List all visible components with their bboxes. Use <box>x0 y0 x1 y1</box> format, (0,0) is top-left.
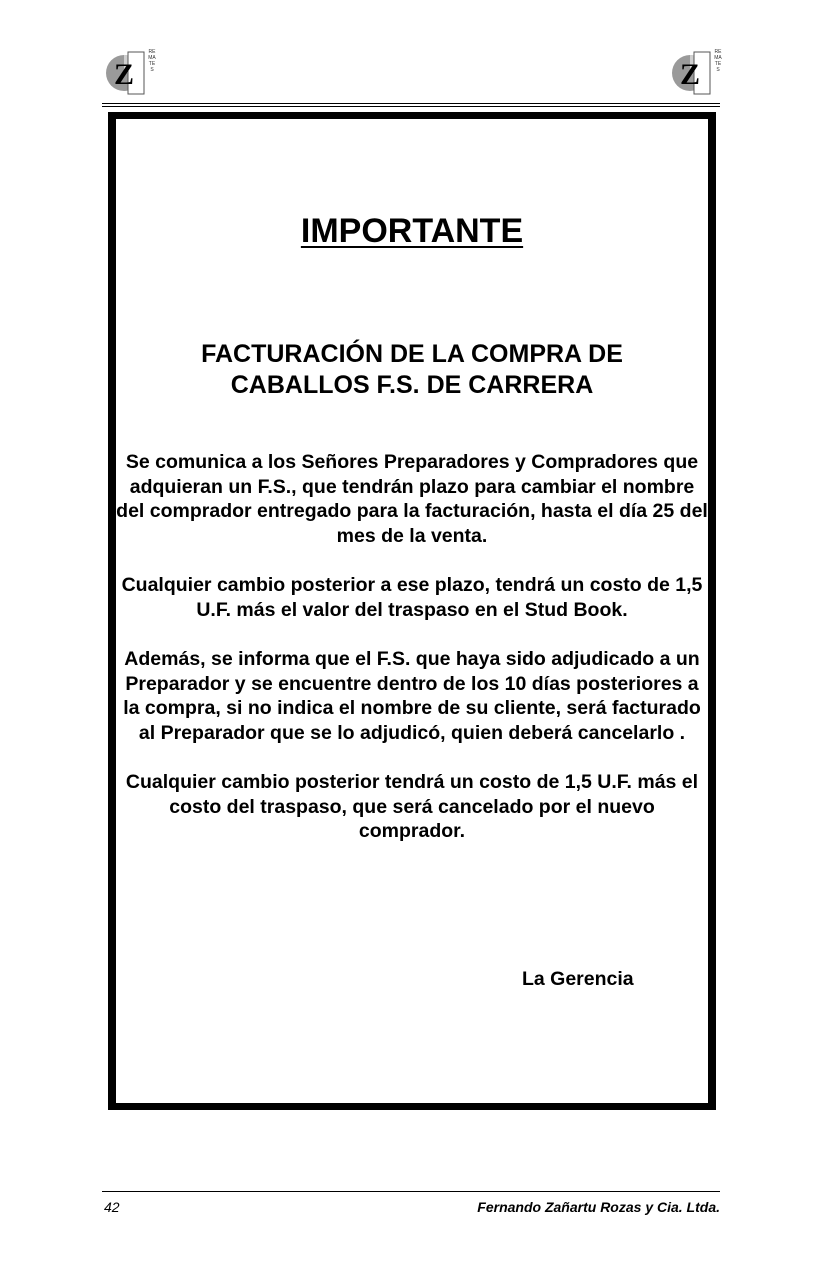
footer-rule <box>102 1191 720 1192</box>
logo-subtext: REMATES <box>148 49 156 73</box>
notice-title: IMPORTANTE <box>300 212 524 250</box>
company-logo-right <box>670 48 722 98</box>
notice-paragraph: Se comunica a los Señores Preparadores y Compradores que adquieran un F.S., que tendrán plazo para cambiar el nombre del comprador entregado para la facturación, hasta el día 25 del mes de la venta. <box>116 451 708 547</box>
subtitle-line: CABALLOS F.S. DE CARRERA <box>230 371 594 399</box>
logo-letter: Z <box>113 58 135 91</box>
footer-company-name: Fernando Zañartu Rozas y Cia. Ltda. <box>477 1199 720 1215</box>
logo-subtext: REMATES <box>714 49 722 73</box>
company-logo-left <box>104 48 156 98</box>
logo-emblem-icon <box>104 48 148 98</box>
logo-emblem-icon <box>670 48 714 98</box>
header-rule-secondary <box>102 106 720 107</box>
notice-paragraph: Además, se informa que el F.S. que haya sido adjudicado a un Preparador y se encuentre dentro de los 10 días posteriores a la compra, si no indica el nombre de su cliente, será facturado al Preparador que se lo adjudicó, quien deberá cancelarlo . <box>123 648 701 744</box>
notice-paragraph: Cualquier cambio posterior tendrá un costo de 1,5 U.F. más el costo del traspaso, que será cancelado por el nuevo comprador. <box>125 771 699 842</box>
header-rule <box>102 103 720 104</box>
notice-body <box>116 450 708 869</box>
logo-letter: Z <box>679 58 701 91</box>
notice-paragraph: Cualquier cambio posterior a ese plazo, tendrá un costo de 1,5 U.F. más el valor del traspaso en el Stud Book. <box>121 574 703 621</box>
signature: La Gerencia <box>522 968 634 990</box>
subtitle-line: FACTURACIÓN DE LA COMPRA DE <box>201 340 623 368</box>
page-number: 42 <box>104 1199 120 1215</box>
notice-subtitle <box>108 339 716 401</box>
